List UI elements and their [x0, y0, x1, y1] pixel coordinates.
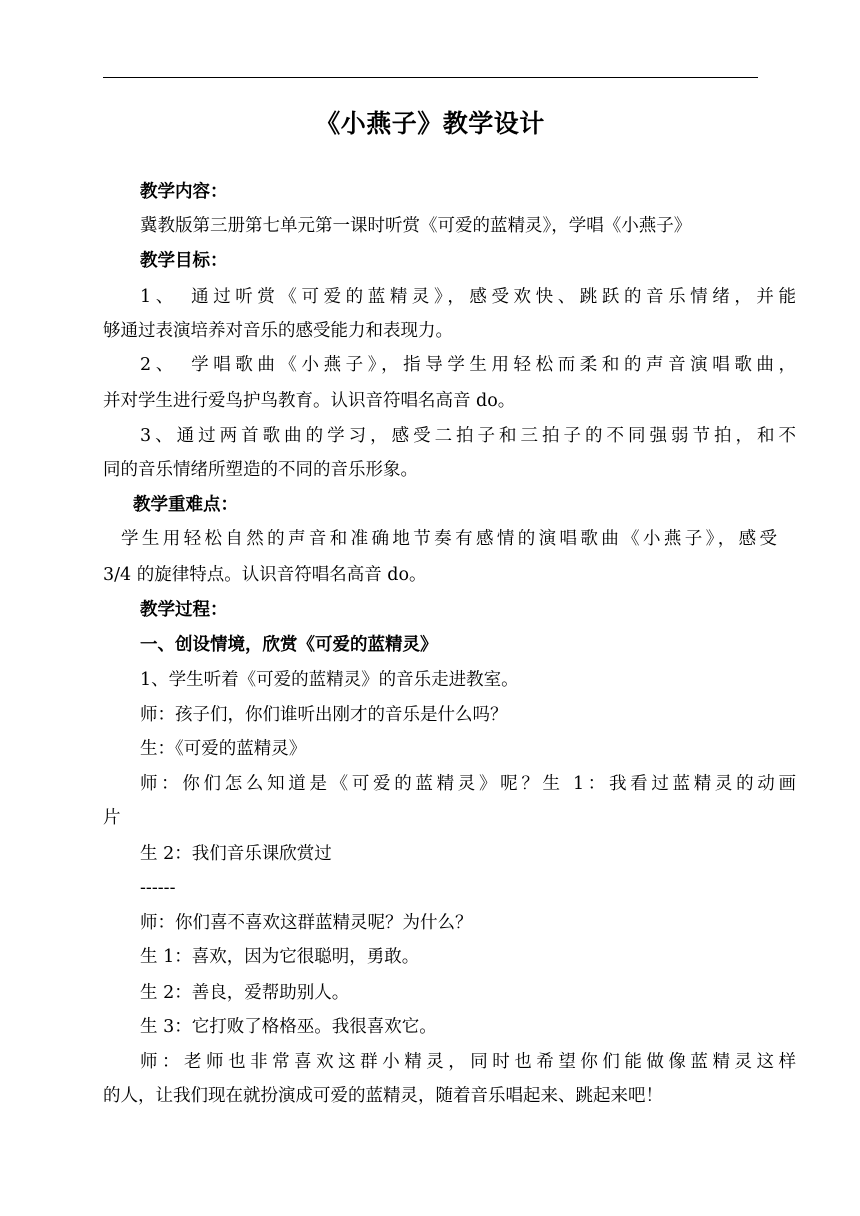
dialogue-line: 生 2：我们音乐课欣赏过: [140, 844, 332, 864]
heading-teaching-process: 教学过程：: [140, 600, 228, 620]
dialogue-line: 生 1：喜欢，因为它很聪明，勇敢。: [140, 947, 420, 967]
dialogue-line: 生 3：它打败了格格巫。我很喜欢它。: [140, 1017, 437, 1037]
dialogue-line: 师：老师也非常喜欢这群小精灵，同时也希望你们能做像蓝精灵这样: [140, 1052, 796, 1072]
paragraph-line: 并对学生进行爱鸟护鸟教育。认识音符唱名高音 do。: [103, 391, 516, 411]
paragraph-line: 1、 通过听赏《可爱的蓝精灵》，感受欢快、跳跃的音乐情绪，并能: [140, 287, 796, 307]
document-title: 《小燕子》教学设计: [315, 109, 545, 138]
paragraph-line: 学生用轻松自然的声音和准确地节奏有感情的演唱歌曲《小燕子》，感受: [121, 529, 777, 549]
separator-text: ------: [140, 878, 176, 898]
paragraph-line: 3、通过两首歌曲的学习，感受二拍子和三拍子的不同强弱节拍，和不: [140, 426, 796, 446]
heading-key-points: 教学重难点：: [133, 495, 238, 515]
header-rule: [103, 77, 758, 78]
paragraph-line: 冀教版第三册第七单元第一课时听赏《可爱的蓝精灵》，学唱《小燕子》: [140, 216, 692, 236]
heading-teaching-content: 教学内容：: [140, 182, 228, 202]
dialogue-line: 师：你们怎么知道是《可爱的蓝精灵》呢？生 1：我看过蓝精灵的动画: [140, 774, 796, 794]
paragraph-line: 2、 学唱歌曲《小燕子》，指导学生用轻松而柔和的声音演唱歌曲，: [140, 355, 796, 375]
dialogue-line: 的人，让我们现在就扮演成可爱的蓝精灵，随着音乐唱起来、跳起来吧！: [103, 1086, 663, 1106]
paragraph-line: 3/4 的旋律特点。认识音符唱名高音 do。: [103, 565, 427, 585]
heading-teaching-goals: 教学目标：: [140, 251, 228, 271]
paragraph-line: 够通过表演培养对音乐的感受能力和表现力。: [103, 321, 453, 341]
section-heading: 一、创设情境，欣赏《可爱的蓝精灵》: [140, 635, 438, 655]
paragraph-line: 同的音乐情绪所塑造的不同的音乐形象。: [103, 460, 418, 480]
dialogue-line: 生：《可爱的蓝精灵》: [140, 739, 307, 759]
dialogue-line: 片: [103, 808, 121, 828]
dialogue-line: 师：孩子们，你们谁听出刚才的音乐是什么吗？: [140, 705, 508, 725]
dialogue-line: 生 2：善良，爱帮助别人。: [140, 983, 350, 1003]
dialogue-line: 师：你们喜不喜欢这群蓝精灵呢？为什么？: [140, 913, 473, 933]
paragraph-line: 1、学生听着《可爱的蓝精灵》的音乐走进教室。: [140, 670, 519, 690]
